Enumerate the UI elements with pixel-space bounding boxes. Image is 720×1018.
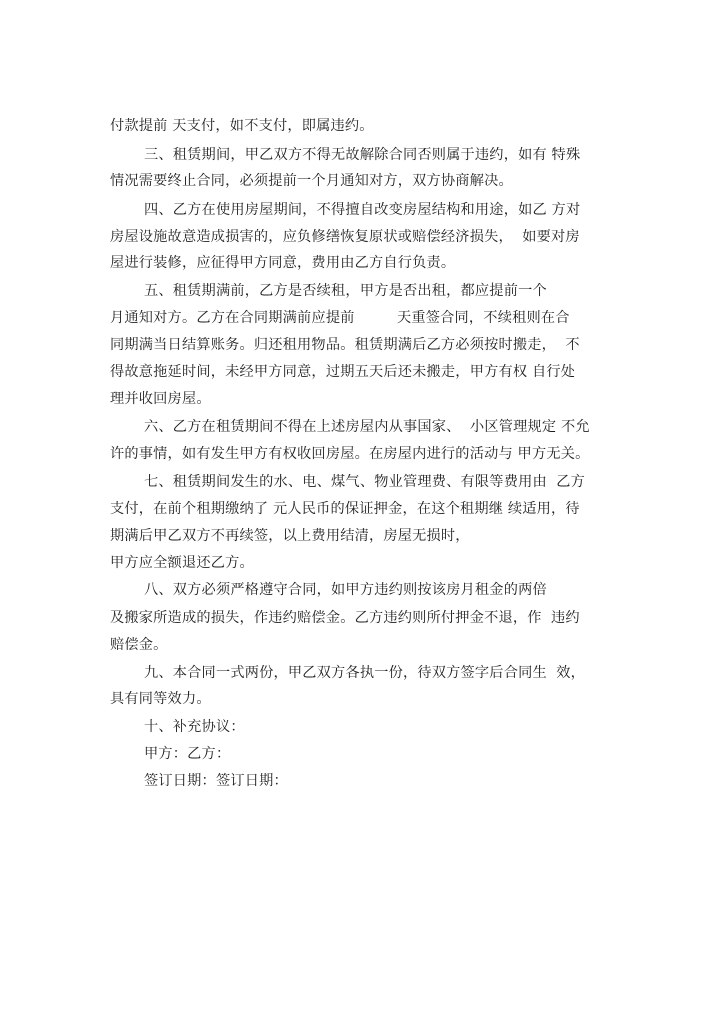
clause-6-heading: 六、乙方在租赁期间不得在上述房屋内从事国家、 小区管理规定 不允 [144,419,590,435]
clause-4-heading: 四、乙方在使用房屋期间，不得擅自改变房屋结构和用途，如乙 方对 [144,202,581,218]
signing-date-line: 签订日期：签订日期： [144,773,288,789]
clause-3-heading: 三、租赁期间，甲乙双方不得无故解除合同否则属于违约，如有 特殊 [144,147,581,163]
clause-9-heading: 九、本合同一式两份，甲乙双方各执一份，待双方签字后合同生 效， [144,665,586,681]
text-line: 理并收回房屋。 [110,391,211,407]
text-line: 付款提前 天支付，如不支付，即属违约。 [110,118,374,134]
text-line: 及搬家所造成的损失，作违约赔偿金。乙方违约则所付押金不退，作 违约 [110,610,580,626]
clause-5-heading: 五、租赁期满前，乙方是否续租，甲方是否出租，都应提前一个 [144,283,547,299]
clause-10-heading: 十、补充协议： [144,719,245,735]
text-line: 赔偿金。 [110,637,168,653]
text-line: 许的事情，如有发生甲方有权收回房屋。在房屋内进行的活动与 甲方无关。 [110,446,590,462]
text-line: 甲方应全额退还乙方。 [110,555,254,571]
text-line: 情况需要终止合同，必须提前一个月通知对方，双方协商解决。 [110,173,513,189]
text-line: 同期满当日结算账务。归还租用物品。租赁期满后乙方必须按时搬走， 不 [110,337,580,353]
text-line: 月通知对方。乙方在合同期满前应提前 天重签合同，不续租则在合 [110,310,570,326]
clause-8-heading: 八、双方必须严格遵守合同，如甲方违约则按该房月租金的两倍 [144,582,547,598]
text-line: 具有同等效力。 [110,691,211,707]
party-signature-line: 甲方：乙方： [144,746,231,762]
clause-7-heading: 七、租赁期间发生的水、电、煤气、物业管理费、有限等费用由 乙方 [144,474,586,490]
text-line: 房屋设施故意造成损害的，应负修缮恢复原状或赔偿经济损失， 如要对房 [110,229,580,245]
text-line: 期满后甲乙双方不再续签，以上费用结清，房屋无损时， [110,528,470,544]
text-line: 得故意拖延时间，未经甲方同意，过期五天后还未搬走，甲方有权 自行处 [110,364,576,380]
text-line: 支付，在前个租期缴纳了 元人民币的保证押金，在这个租期继 续适用，待 [110,501,580,517]
text-line: 屋进行装修，应征得甲方同意，费用由乙方自行负责。 [110,255,456,271]
